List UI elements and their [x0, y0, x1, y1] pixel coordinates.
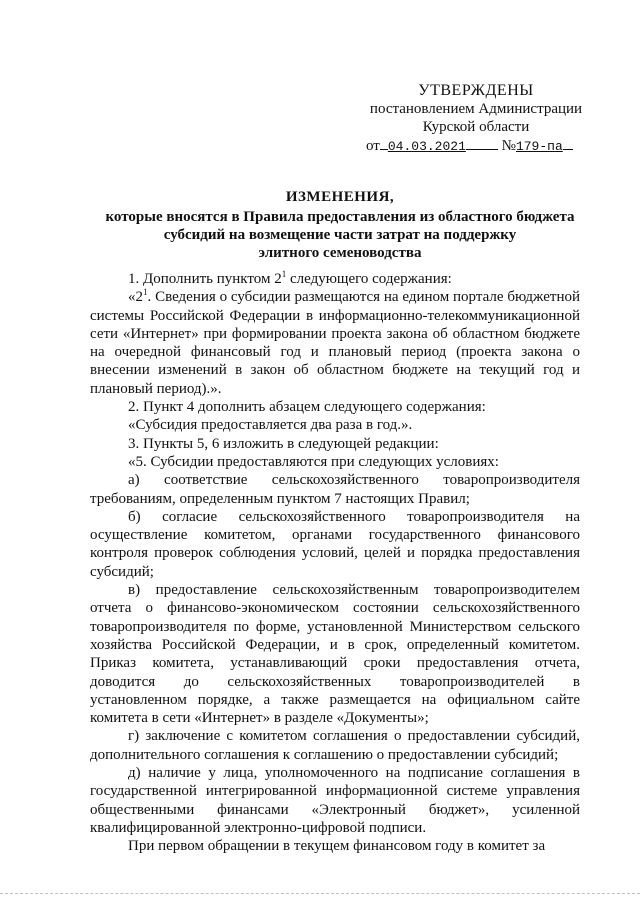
- paragraph-8: б) согласие сельскохозяйственного товаропроизводителя на осуществление комитетом, органами государственного финансового контроля проверок соблюдения условий, целей и порядка предоставления субсидий;: [90, 508, 580, 580]
- approval-number: 179-па: [515, 139, 563, 154]
- title-main: ИЗМЕНЕНИЯ,: [285, 189, 395, 205]
- paragraph-5: 3. Пункты 5, 6 изложить в следующей редакции:: [128, 435, 439, 452]
- document-title: [100, 188, 580, 262]
- title-line-2: субсидий на возмещение части затрат на поддержку: [163, 227, 517, 243]
- paragraph-7: а) соответствие сельскохозяйственного товаропроизводителя требованиям, определенным пунктом 7 настоящих Правил;: [90, 472, 580, 507]
- approval-title: УТВЕРЖДЕНЫ: [418, 82, 534, 99]
- paragraph-4: «Субсидия предоставляется два раза в год.».: [128, 417, 413, 434]
- paragraph-2: «$2^1$. Сведения о субсидии размещаются на едином портале бюджетной системы Российской Федерации в информационно-телекоммуникационной сети «Интернет» при формировании проекта закона об областном бюджете на очередной финансовый год и плановый период (проекта закона о внесении изменений в закон об областном бюджете на текущий год и плановый период).».: [90, 287, 580, 397]
- document-body: [90, 270, 580, 856]
- paragraph-12: При первом обращении в текущем финансовом году в комитет за: [128, 838, 546, 855]
- paragraph-6: «5. Субсидии предоставляются при следующих условиях:: [128, 453, 499, 470]
- scan-footer-rule: [0, 893, 640, 895]
- approval-region: Курской области: [422, 119, 530, 135]
- approval-date: 04.03.2021: [387, 139, 466, 154]
- approval-stamp: [366, 82, 586, 156]
- approval-issuer: постановлением Администрации: [369, 101, 583, 117]
- approval-date-line: [366, 136, 586, 156]
- date-prefix: от: [366, 138, 380, 154]
- number-prefix: №: [501, 138, 516, 154]
- paragraph-9: в) предоставление сельскохозяйственным товаропроизводителем отчета о финансово-экономическом состоянии сельскохозяйственного товаропроизводителя по форме, установленной Министерством сельского хозяйства Российской Федерации, и в срок, определенный комитетом. Приказ комитета, устанавливающий сроки предоставления отчета, доводится до сельскохозяйственных товаропроизводителей в установленном порядке, а также размещается на официальном сайте комитета в сети «Интернет» в разделе «Документы»;: [90, 582, 580, 727]
- paragraph-3: 2. Пункт 4 дополнить абзацем следующего содержания:: [128, 399, 486, 416]
- paragraph-1: 1. Дополнить пунктом $2^1$ следующего содержания:: [128, 269, 452, 287]
- paragraph-11: д) наличие у лица, уполномоченного на подписание соглашения в государственной интегрированной информационной системе управления общественными финансами «Электронный бюджет», усиленной квалифицированной электронно-цифровой подписи.: [90, 765, 580, 836]
- title-line-1: которые вносятся в Правила предоставления из областного бюджета: [105, 209, 575, 225]
- title-line-3: элитного семеноводства: [258, 245, 422, 261]
- paragraph-10: г) заключение с комитетом соглашения о предоставлении субсидий, дополнительного соглашения к соглашению о предоставлении субсидий;: [90, 728, 580, 763]
